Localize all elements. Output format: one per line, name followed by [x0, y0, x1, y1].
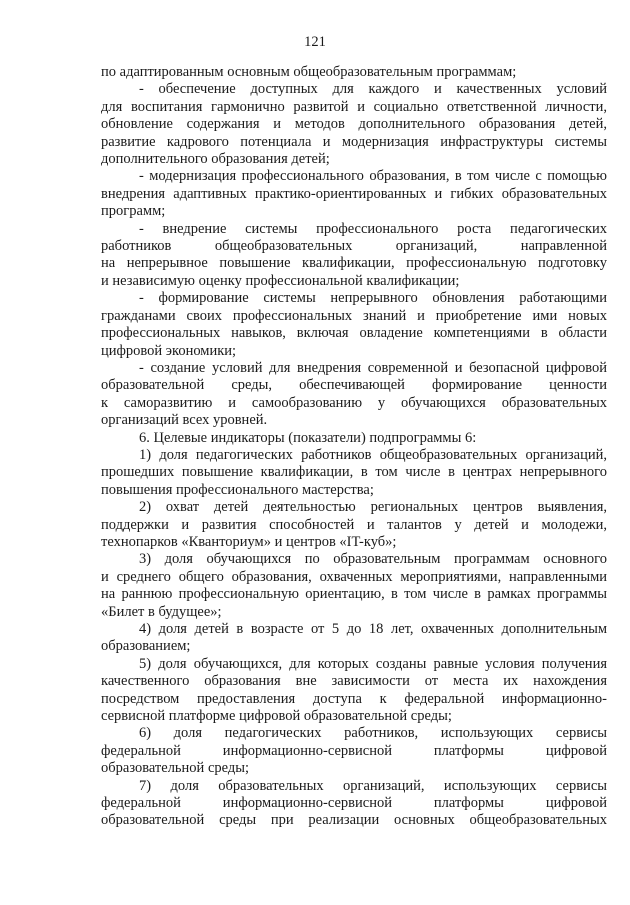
text-line: повышения профессионального мастерства; [101, 481, 374, 498]
text-line: 7) доля образовательных организаций, использующих сервисы [139, 777, 607, 794]
text-line: федеральной информационно-сервисной платформы цифровой [101, 795, 607, 812]
paragraph [101, 290, 607, 360]
page-number: 121 [304, 34, 326, 50]
paragraph [101, 64, 607, 81]
text-line: «Билет в будущее»; [101, 603, 222, 620]
paragraph [101, 430, 607, 447]
paragraph [101, 499, 607, 551]
text-line: развитие кадрового потенциала и модернизация инфраструктуры системы [101, 133, 607, 150]
text-line: работников общеобразовательных организаций, направленной [101, 238, 607, 255]
text-line: качественного образования вне зависимости от места их нахождения [101, 673, 607, 690]
text-line: образовательной среды; [101, 760, 250, 777]
text-line: программ; [101, 203, 166, 220]
text-line: 4) доля детей в возрасте от 5 до 18 лет, охваченных дополнительным [139, 621, 607, 637]
text-line: 1) доля педагогических работников общеобразовательных организаций, [139, 446, 607, 463]
text-line: поддержки и развития способностей и талантов у детей и молодежи, [101, 516, 607, 533]
text-line: гражданами своих профессиональных знаний и приобретение ими новых [101, 307, 607, 324]
text-line: для воспитания гармонично развитой и социально ответственной личности, [101, 98, 607, 115]
text-line: внедрения адаптивных практико-ориентированных и гибких образовательных [101, 185, 607, 202]
text-line: образовательной среды, обеспечивающей формирование ценности [101, 377, 607, 394]
text-line: образовательной среды при реализации основных общеобразовательных [101, 812, 607, 829]
text-line: 2) охват детей деятельностью региональных центров выявления, [139, 499, 607, 516]
paragraph [101, 221, 607, 291]
text-line: 6. Целевые индикаторы (показатели) подпрограммы 6: [139, 429, 477, 446]
paragraph [101, 621, 607, 656]
text-line: - обеспечение доступных для каждого и качественных условий [139, 81, 607, 98]
text-line: профессиональных навыков, включая овладение компетенциями в области [101, 325, 607, 342]
paragraph [101, 778, 607, 830]
text-line: обновление содержания и методов дополнительного образования детей, [101, 116, 607, 133]
text-line: цифровой экономики; [101, 342, 237, 359]
text-line: на раннюю профессиональную ориентацию, в том числе в рамках программы [101, 586, 607, 603]
text-line: по адаптированным основным общеобразовательным программам; [101, 64, 517, 80]
paragraph [101, 81, 607, 168]
text-line: на непрерывное повышение квалификации, профессиональную подготовку [101, 255, 607, 272]
text-line: федеральной информационно-сервисной платформы цифровой [101, 742, 607, 759]
text-line: - внедрение системы профессионального роста педагогических [139, 220, 607, 237]
text-line: сервисной платформе цифровой образовательной среды; [101, 708, 452, 725]
text-line: к саморазвитию и самообразованию у обучающихся образовательных [101, 394, 607, 411]
text-line: дополнительного образования детей; [101, 151, 330, 168]
text-line: - создание условий для внедрения современной и безопасной цифровой [139, 359, 607, 376]
paragraph [101, 656, 607, 726]
paragraph [101, 360, 607, 430]
paragraph [101, 725, 607, 777]
text-line: - модернизация профессионального образования, в том числе с помощью [139, 168, 607, 185]
paragraph [101, 447, 607, 499]
text-line: и среднего общего образования, охваченных мероприятиями, направленными [101, 568, 607, 585]
paragraph [101, 168, 607, 220]
text-line: образованием; [101, 638, 191, 655]
paragraph [101, 551, 607, 621]
text-line: прошедших повышение квалификации, в том числе в центрах непрерывного [101, 464, 607, 481]
text-line: - формирование системы непрерывного обновления работающими [139, 290, 607, 307]
document-body [101, 64, 607, 830]
text-line: 3) доля обучающихся по образовательным программам основного [139, 551, 607, 568]
text-line: 6) доля педагогических работников, использующих сервисы [139, 725, 607, 742]
text-line: 5) доля обучающихся, для которых созданы равные условия получения [139, 655, 607, 672]
text-line: технопарков «Кванториум» и центров «IT-куб»; [101, 533, 397, 550]
text-line: и независимую оценку профессиональной квалификации; [101, 272, 460, 289]
text-line: посредством предоставления доступа к федеральной информационно- [101, 690, 607, 707]
text-line: организаций всех уровней. [101, 412, 268, 429]
